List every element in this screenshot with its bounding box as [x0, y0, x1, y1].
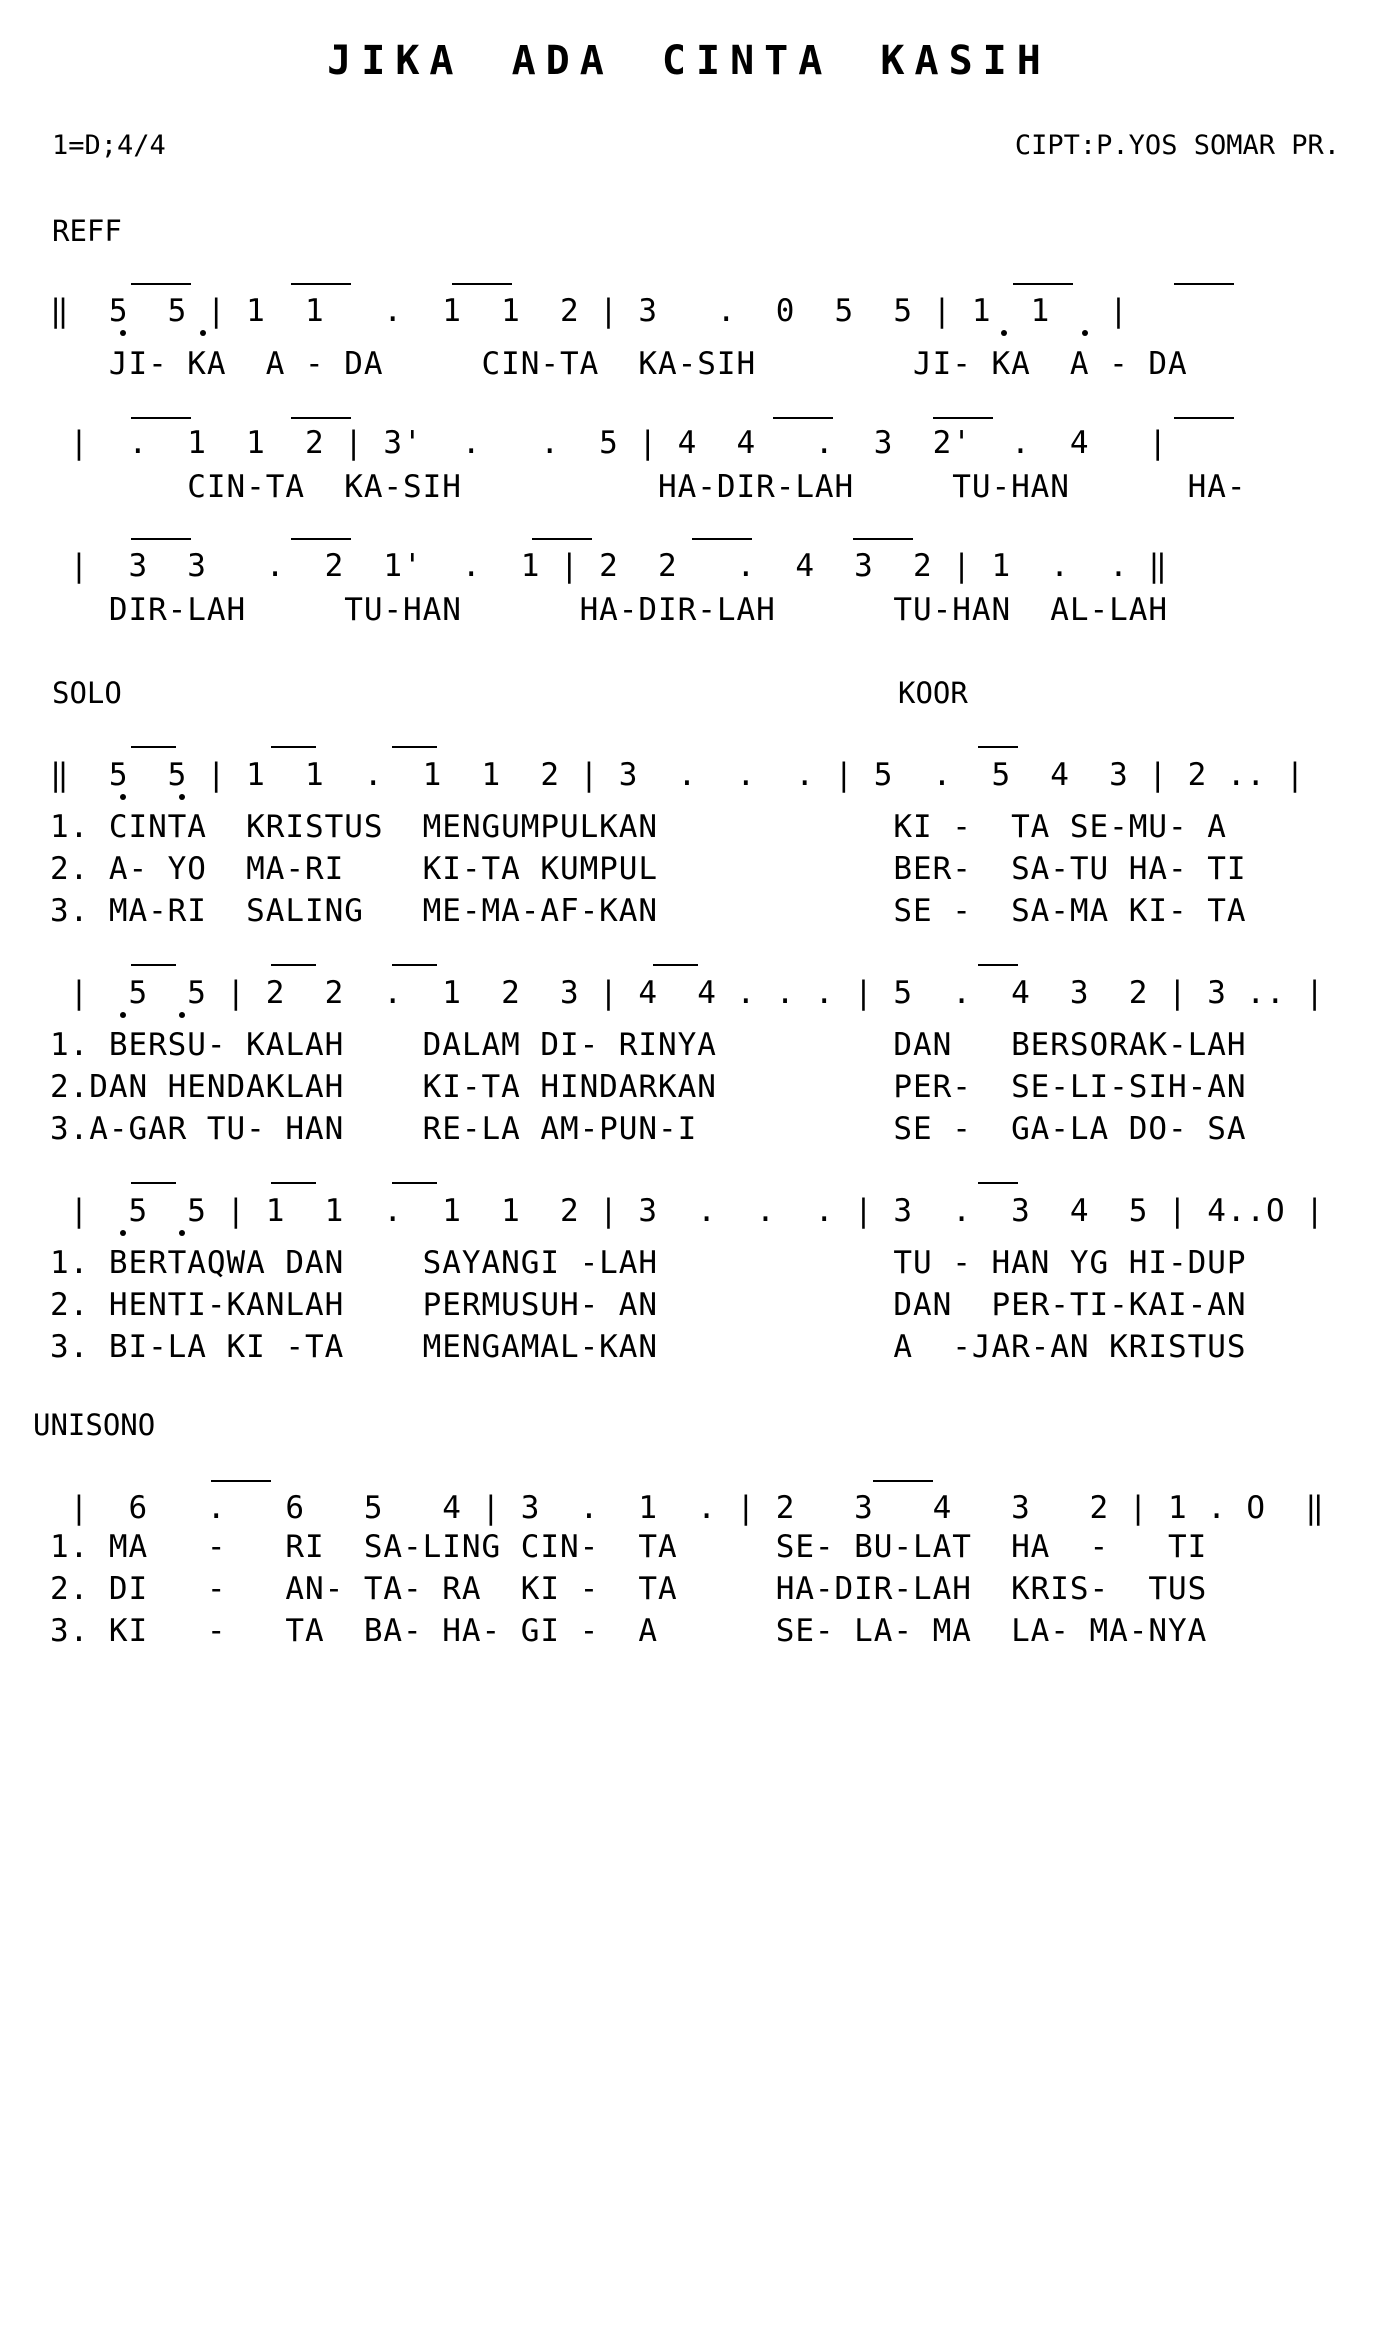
- unisono-notes-line: | 6 . 6 5 4 | 3 . 1 . | 2 3 4 3 2 | 1 . O ‖: [50, 1490, 1325, 1526]
- beam-mark: [853, 538, 913, 540]
- beam-mark: [131, 283, 191, 285]
- beam-mark: [211, 1480, 271, 1482]
- section-label-unisono: UNISONO: [33, 1408, 156, 1442]
- beam-mark: [532, 538, 592, 540]
- lower-octave-dot: [1001, 330, 1007, 336]
- beam-mark: [773, 417, 833, 419]
- beam-mark: [692, 538, 752, 540]
- unisono-verse-1: 1. MA - RI SA-LING CIN- TA SE- BU-LAT HA - TI: [50, 1529, 1208, 1565]
- beam-mark: [131, 1182, 176, 1184]
- beam-mark: [978, 1182, 1018, 1184]
- lower-octave-dot: [200, 330, 206, 336]
- beam-mark: [452, 283, 512, 285]
- solo-notes-line-3: | 5 5 | 1 1 . 1 1 2 | 3 . . . | 3 . 3 4 5 | 4..O |: [50, 1193, 1325, 1229]
- section-label-reff: REFF: [52, 214, 122, 248]
- beam-mark: [392, 746, 437, 748]
- lower-octave-dot: [120, 794, 126, 800]
- unisono-verse-2: 2. DI - AN- TA- RA KI - TA HA-DIR-LAH KRIS- TUS: [50, 1571, 1208, 1607]
- beam-mark: [271, 964, 316, 966]
- beam-mark: [291, 283, 351, 285]
- unisono-verse-3: 3. KI - TA BA- HA- GI - A SE- LA- MA LA- MA-NYA: [50, 1613, 1208, 1649]
- lower-octave-dot: [179, 794, 185, 800]
- solo-verse-3-line-1: 3. MA-RI SALING ME-MA-AF-KAN SE - SA-MA KI- TA: [50, 893, 1247, 929]
- solo-notes-line-1: ‖ 5 5 | 1 1 . 1 1 2 | 3 . . . | 5 . 5 4 3 | 2 .. |: [50, 757, 1306, 793]
- reff-lyrics-line-3: DIR-LAH TU-HAN HA-DIR-LAH TU-HAN AL-LAH: [50, 592, 1168, 628]
- solo-verse-3-line-2: 3.A-GAR TU- HAN RE-LA AM-PUN-I SE - GA-LA DO- SA: [50, 1111, 1247, 1147]
- beam-mark: [873, 1480, 933, 1482]
- solo-verse-2-line-2: 2.DAN HENDAKLAH KI-TA HINDARKAN PER- SE-LI-SIH-AN: [50, 1069, 1247, 1105]
- reff-notes-line-3: | 3 3 . 2 1' . 1 | 2 2 . 4 3 2 | 1 . . ‖: [50, 548, 1168, 584]
- reff-notes-line-1: ‖ 5 5 | 1 1 . 1 1 2 | 3 . 0 5 5 | 1 1 |: [50, 293, 1129, 329]
- key-signature: 1=D;4/4: [52, 130, 166, 161]
- section-label-koor: KOOR: [898, 676, 968, 710]
- lower-octave-dot: [179, 1012, 185, 1018]
- lower-octave-dot: [120, 1012, 126, 1018]
- solo-verse-1-line-2: 1. BERSU- KALAH DALAM DI- RINYA DAN BERSORAK-LAH: [50, 1027, 1247, 1063]
- solo-verse-3-line-3: 3. BI-LA KI -TA MENGAMAL-KAN A -JAR-AN KRISTUS: [50, 1329, 1247, 1365]
- section-label-solo: SOLO: [52, 676, 122, 710]
- solo-notes-line-2: | 5 5 | 2 2 . 1 2 3 | 4 4 . . . | 5 . 4 3 2 | 3 .. |: [50, 975, 1325, 1011]
- beam-mark: [131, 746, 176, 748]
- beam-mark: [291, 538, 351, 540]
- beam-mark: [978, 964, 1018, 966]
- lower-octave-dot: [179, 1230, 185, 1236]
- beam-mark: [131, 964, 176, 966]
- beam-mark: [653, 964, 698, 966]
- beam-mark: [131, 538, 191, 540]
- composer-credit: CIPT:P.YOS SOMAR PR.: [1014, 130, 1340, 161]
- beam-mark: [271, 1182, 316, 1184]
- lower-octave-dot: [1082, 330, 1088, 336]
- solo-verse-2-line-3: 2. HENTI-KANLAH PERMUSUH- AN DAN PER-TI-KAI-AN: [50, 1287, 1247, 1323]
- beam-mark: [933, 417, 993, 419]
- lower-octave-dot: [120, 330, 126, 336]
- reff-notes-line-2: | . 1 1 2 | 3' . . 5 | 4 4 . 3 2' . 4 |: [50, 425, 1168, 461]
- beam-mark: [392, 964, 437, 966]
- song-title: JIKA ADA CINTA KASIH: [327, 38, 1051, 84]
- beam-mark: [131, 417, 191, 419]
- solo-verse-2-line-1: 2. A- YO MA-RI KI-TA KUMPUL BER- SA-TU HA- TI: [50, 851, 1247, 887]
- solo-verse-1-line-1: 1. CINTA KRISTUS MENGUMPULKAN KI - TA SE-MU- A: [50, 809, 1227, 845]
- beam-mark: [1174, 283, 1234, 285]
- beam-mark: [291, 417, 351, 419]
- beam-mark: [1013, 283, 1073, 285]
- solo-verse-1-line-3: 1. BERTAQWA DAN SAYANGI -LAH TU - HAN YG HI-DUP: [50, 1245, 1247, 1281]
- beam-mark: [392, 1182, 437, 1184]
- lower-octave-dot: [120, 1230, 126, 1236]
- beam-mark: [1174, 417, 1234, 419]
- reff-lyrics-line-1: JI- KA A - DA CIN-TA KA-SIH JI- KA A - DA: [50, 346, 1188, 382]
- reff-lyrics-line-2: CIN-TA KA-SIH HA-DIR-LAH TU-HAN HA-: [50, 469, 1247, 505]
- beam-mark: [271, 746, 316, 748]
- beam-mark: [978, 746, 1018, 748]
